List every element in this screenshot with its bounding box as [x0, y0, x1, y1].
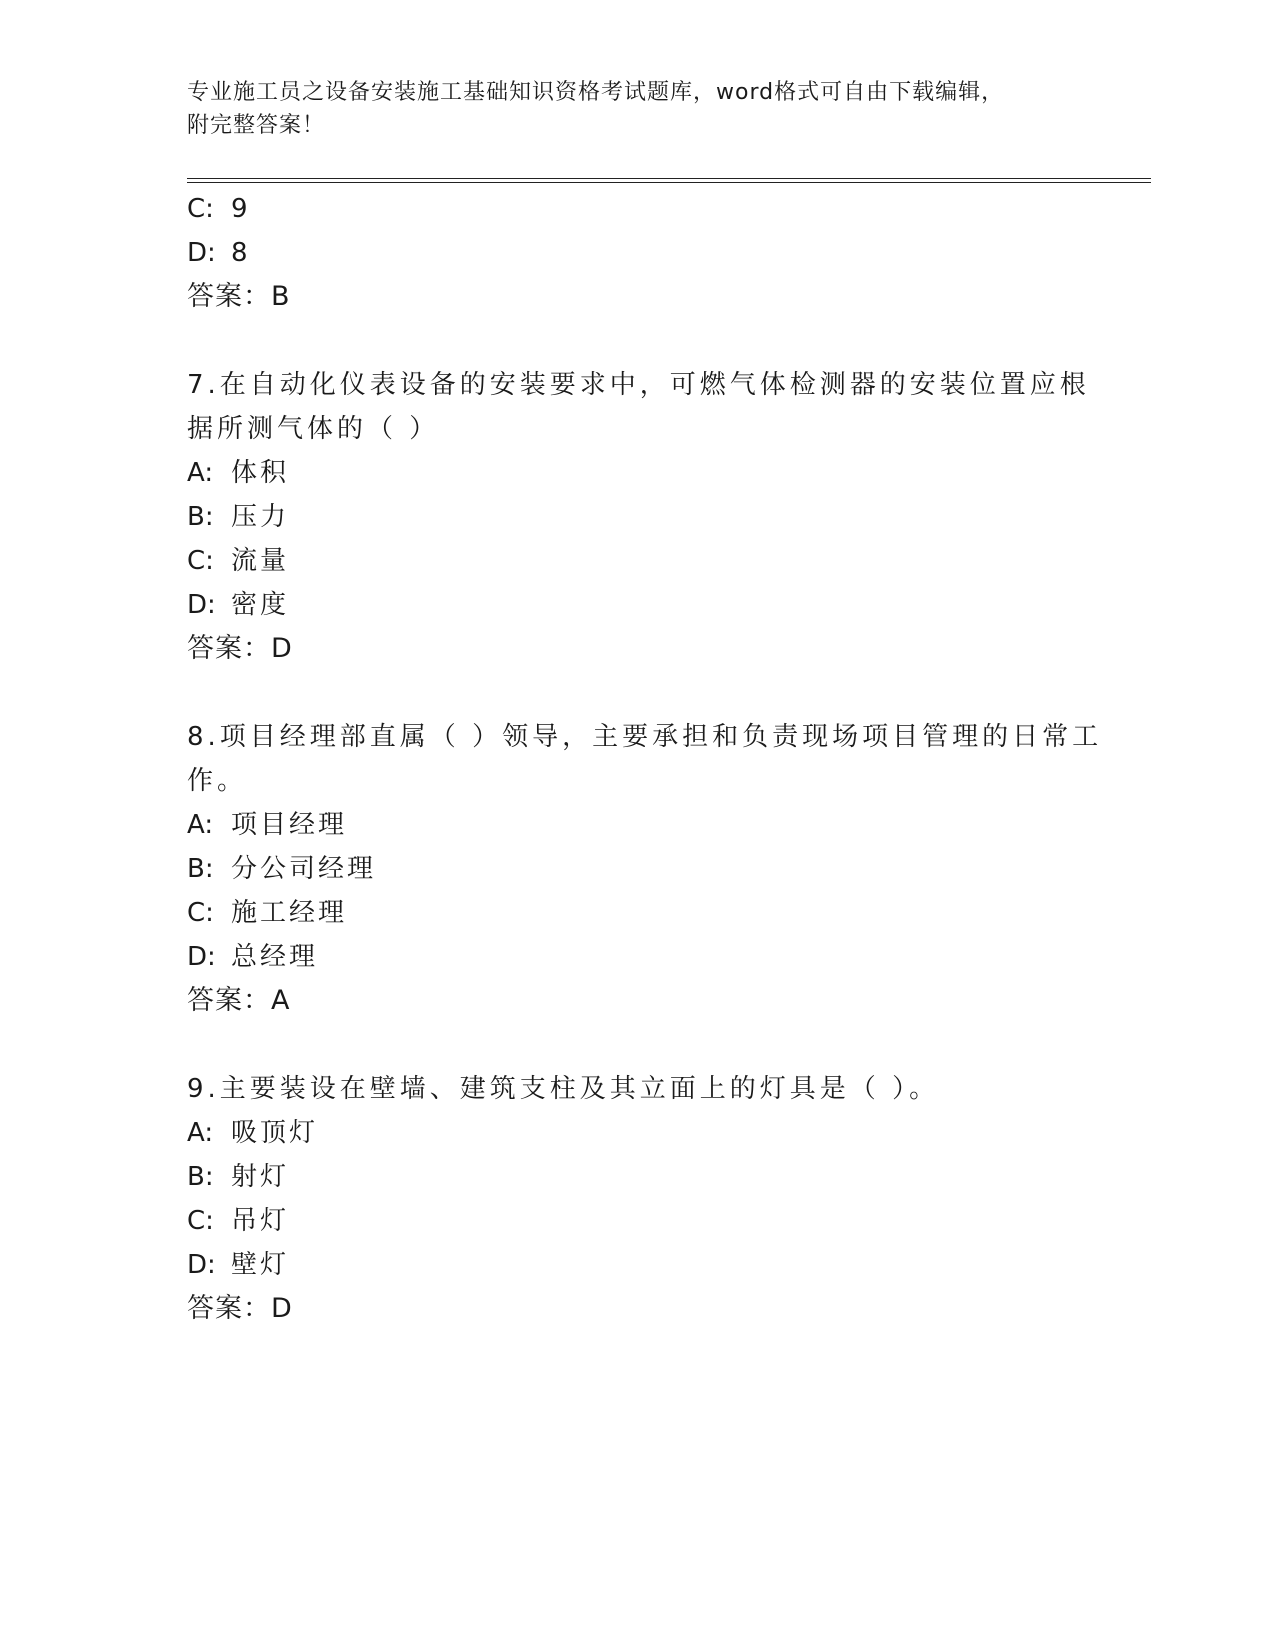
question-9-stem-line-1: 9.主要装设在壁墙、建筑支柱及其立面上的灯具是（ ）。 — [187, 1074, 940, 1104]
question-9-option-d — [187, 1245, 289, 1285]
question-7-option-a — [187, 453, 289, 493]
question-8-option-d — [187, 937, 318, 977]
option-text: 体积 — [231, 458, 290, 488]
option-letter: D: — [187, 590, 216, 620]
option-letter: A: — [187, 1118, 214, 1148]
option-text: 分公司经理 — [231, 854, 377, 884]
option-letter: A: — [187, 810, 214, 840]
option-text: 总经理 — [231, 942, 319, 972]
option-letter: B: — [187, 1162, 214, 1192]
option-text: 项目经理 — [231, 810, 348, 840]
option-text: 吸顶灯 — [231, 1118, 319, 1148]
option-text: 密度 — [231, 590, 290, 620]
question-7-option-d — [187, 585, 289, 625]
question-9-option-a — [187, 1113, 318, 1153]
option-prev-c — [187, 189, 251, 229]
question-8-option-b — [187, 849, 376, 889]
question-8-answer: 答案：A — [187, 985, 291, 1016]
option-text: 9 — [231, 194, 251, 224]
option-text: 射灯 — [231, 1162, 290, 1192]
question-8-stem-line-2: 作。 — [187, 766, 248, 796]
option-text: 吊灯 — [231, 1206, 290, 1236]
header-divider-top — [187, 178, 1151, 179]
question-8-stem-line-1: 8.项目经理部直属（ ）领导，主要承担和负责现场项目管理的日常工 — [187, 722, 1103, 752]
option-letter: C: — [187, 1206, 214, 1236]
option-letter: B: — [187, 854, 214, 884]
question-8-option-a — [187, 805, 347, 845]
question-8-option-c — [187, 893, 347, 933]
option-letter: C: — [187, 546, 214, 576]
question-7-option-c — [187, 541, 289, 581]
header-line-2: 附完整答案！ — [187, 113, 326, 138]
option-letter: C: — [187, 898, 214, 928]
question-9-option-b — [187, 1157, 289, 1197]
option-text: 壁灯 — [231, 1250, 290, 1280]
page-header — [187, 76, 1067, 142]
option-letter: D: — [187, 1250, 216, 1280]
option-letter: D: — [187, 942, 216, 972]
option-prev-d — [187, 233, 251, 273]
answer-prev: 答案：B — [187, 281, 291, 312]
question-9-option-c — [187, 1201, 289, 1241]
option-letter: C: — [187, 194, 214, 224]
question-9-answer: 答案：D — [187, 1293, 293, 1324]
question-7-answer: 答案：D — [187, 633, 293, 664]
question-7-stem-line-1: 7.在自动化仪表设备的安装要求中，可燃气体检测器的安装位置应根 — [187, 370, 1090, 400]
option-letter: B: — [187, 502, 214, 532]
option-text: 压力 — [231, 502, 290, 532]
option-text: 施工经理 — [231, 898, 348, 928]
header-line-1: 专业施工员之设备安装施工基础知识资格考试题库，word格式可自由下载编辑， — [187, 80, 1005, 105]
header-divider-bottom — [187, 182, 1151, 183]
option-letter: A: — [187, 458, 214, 488]
question-7-option-b — [187, 497, 289, 537]
question-7-stem-line-2: 据所测气体的（ ） — [187, 414, 440, 444]
option-letter: D: — [187, 238, 216, 268]
option-text: 8 — [231, 238, 251, 268]
option-text: 流量 — [231, 546, 290, 576]
